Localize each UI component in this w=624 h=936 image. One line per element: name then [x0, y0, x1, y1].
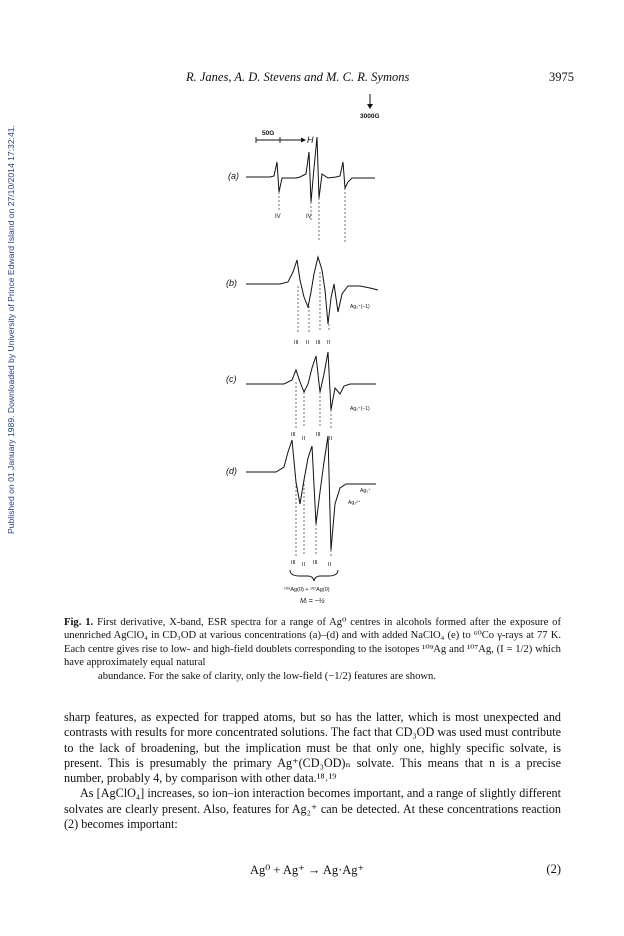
panel-b-marker: III: [316, 340, 321, 346]
panel-d-marker: II: [328, 562, 332, 568]
text-line: be that only one, highly specific solvate, is present. This is presumably the primary: [64, 740, 561, 770]
text-line: As [AgClO₄] increases, so ion–ion interaction becomes important, and a range of: [80, 786, 477, 801]
scale-bar: [256, 130, 314, 145]
body-text: [64, 710, 561, 832]
field-marker: [360, 94, 380, 120]
panel-b-marker: III: [294, 340, 299, 346]
esr-spectra-figure: [200, 92, 460, 612]
paragraph-1: [64, 710, 561, 786]
equation-number: (2): [546, 862, 561, 876]
panel-c-marker: III: [316, 432, 321, 438]
caption-line: abundance. For the sake of clarity, only the low-field (−1/2) features are shown.: [98, 670, 436, 682]
panel-b-annotation: Ag₂⁺(−1): [350, 304, 370, 310]
caption-line: corresponding to the isotopes ¹⁰⁹Ag and ¹⁰⁷Ag, (I = 1/2) which have approximately equal natural: [64, 643, 561, 669]
panel-a: [228, 137, 375, 242]
equation-text: Ag⁰ + Ag⁺ → Ag·Ag⁺: [250, 863, 365, 877]
panel-a-marker: IV: [275, 214, 281, 220]
panel-c-annotation: Ag₂⁺(−1): [350, 406, 370, 412]
paragraph-2: [64, 786, 561, 832]
caption-label: Fig. 1.: [64, 617, 94, 628]
caption-line: First derivative, X-band, ESR spectra for a range of Ag⁰ centres in alcohols formed after: [97, 617, 490, 628]
panel-d: [226, 436, 376, 568]
text-line: comparison with other data.¹⁸˒¹⁹: [180, 771, 337, 786]
download-watermark: Published on 01 January 1989. Downloaded by University of Prince Edward Island on 27/10/2014 17:32:41.: [6, 125, 16, 535]
panel-c: [226, 352, 376, 442]
panel-d-marker: III: [313, 560, 318, 566]
field-marker-label: 3000G: [360, 113, 380, 120]
scale-bar-label: 50G: [262, 130, 275, 137]
panel-d-label: (d): [226, 466, 237, 476]
panel-b-marker: II: [327, 340, 331, 346]
spectrum-d: [246, 436, 376, 550]
panel-b-marker: II: [306, 340, 310, 346]
header-authors: R. Janes, A. D. Stevens and M. C. R. Symons: [186, 70, 410, 84]
panel-a-marker: IV: [306, 214, 312, 220]
panel-d-marker: III: [291, 560, 296, 566]
mi-label: Mᵢ = −½: [300, 598, 325, 605]
panel-d-marker: II: [302, 562, 306, 568]
field-symbol: H: [307, 135, 314, 145]
page-number: 3975: [549, 70, 574, 84]
text-line: these concentrations reaction (2) becomes important:: [64, 801, 561, 832]
panel-c-marker: II: [329, 436, 333, 442]
caption-line: NaClO₄ (e) to ⁶⁰Co γ-rays at 77 K. Each centre gives rise to low- and high-field doublets: [64, 630, 561, 655]
panel-d-annotation: Ag₃²⁺: [348, 500, 361, 506]
text-line: Ag⁺(CD₃OD)ₙ solvate. This means that n is a precise number, probably 4, by: [64, 755, 561, 786]
panel-c-label: (c): [226, 374, 237, 384]
text-line: sharp features, as expected for trapped atoms, but so has the latter, which is most: [64, 710, 479, 724]
panel-b: [226, 257, 378, 346]
spectrum-a: [246, 137, 375, 202]
panel-a-label: (a): [228, 171, 239, 181]
text-line: unexpected and contrasts with results for more concentrated solutions. The fact that: [64, 710, 562, 740]
spectrum-c: [246, 352, 376, 410]
panel-b-label: (b): [226, 278, 237, 288]
figure-caption: [64, 616, 561, 683]
text-line: slightly different solvates are clearly present. Also, features for Ag₂⁺ can be detected. At: [64, 786, 561, 816]
panel-d-annotation-2: Ag₂⁺: [360, 488, 371, 494]
caption-line: the exposure of unenriched AgClO₄ in CD₃OD at various concentrations (a)–(d) and with added: [64, 617, 561, 642]
running-header: [186, 70, 574, 86]
spectrum-b: [246, 257, 378, 324]
panel-c-marker: II: [302, 436, 306, 442]
isotope-label: ¹⁰⁹Ag(0) + ¹⁰⁷Ag(0): [284, 587, 330, 593]
text-line: CD₃OD was used must contribute to the lack of broadening, but the implication must: [64, 725, 561, 755]
equation-2: [64, 862, 561, 880]
panel-c-marker: III: [291, 432, 296, 438]
isotope-bracket: [284, 570, 338, 605]
